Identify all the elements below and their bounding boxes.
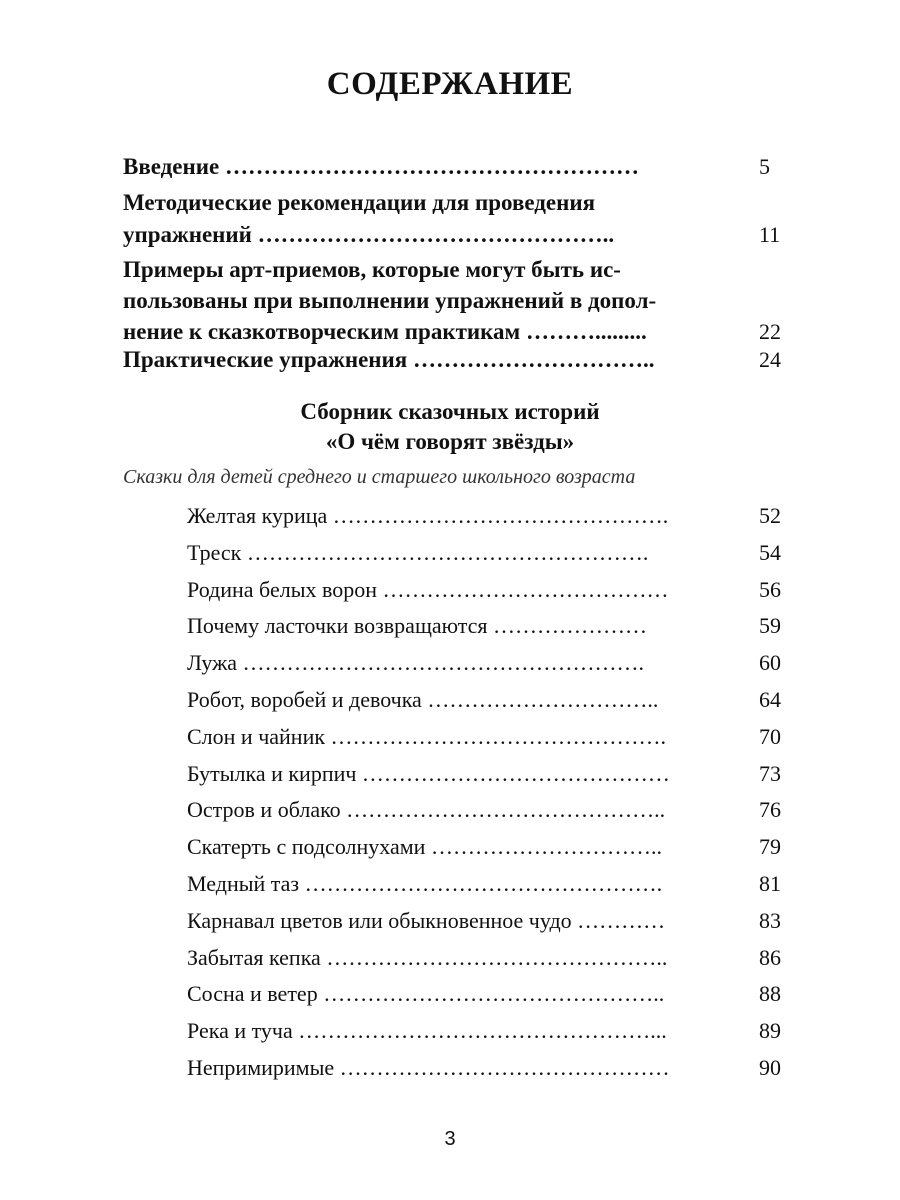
list-item	[187, 719, 787, 756]
toc-section-line: Примеры арт-приемов, которые могут быть ис-	[123, 257, 621, 282]
list-item	[187, 608, 787, 645]
collection-title-line2: «О чём говорят звёзды»	[325, 429, 575, 454]
toc-section-line: пользованы при выполнении упражнений в допол-	[123, 288, 657, 313]
list-item	[187, 1013, 787, 1050]
story-title: Лужа ……………………………………………….	[187, 650, 645, 676]
story-page: 83	[759, 907, 781, 933]
list-item	[187, 682, 787, 719]
toc-section-page: 22	[759, 319, 781, 344]
toc-section-line: упражнений ………………………………………..	[123, 222, 615, 247]
story-page: 52	[759, 503, 781, 528]
toc-section-page: 24	[759, 347, 781, 372]
story-title: Скатерть с подсолнухами …………………………..	[187, 834, 662, 860]
story-page: 86	[759, 944, 781, 970]
story-page: 90	[759, 1054, 781, 1080]
list-item	[187, 498, 787, 535]
story-title: Медный таз ………………………………………….	[187, 870, 663, 896]
toc-section-line: Введение ………………………………………………	[123, 154, 639, 179]
story-title: Карнавал цветов или обыкновенное чудо …………	[187, 907, 666, 933]
list-item	[187, 976, 787, 1013]
collection-title-line1: Сборник сказочных историй	[300, 399, 600, 424]
story-title: Родина белых ворон …………………………………	[187, 576, 669, 602]
story-title: Робот, воробей и девочка …………………………..	[187, 686, 659, 712]
story-title: Забытая кепка ………………………………………..	[187, 944, 668, 970]
story-page: 89	[759, 1018, 781, 1044]
story-title: Желтая курица ……………………………………….	[187, 503, 669, 528]
story-title: Река и туча …………………………………………...	[187, 1018, 667, 1044]
toc-section-page: 11	[759, 222, 781, 247]
toc-section-line: нение к сказкотворческим практикам ……….........	[123, 319, 647, 344]
list-item	[187, 1050, 787, 1087]
story-page: 79	[759, 834, 781, 860]
toc-section-page: 5	[759, 154, 770, 179]
story-page: 54	[759, 539, 781, 565]
story-page: 59	[759, 613, 781, 639]
toc-section-line: Методические рекомендации для проведения	[123, 190, 596, 215]
story-title: Сосна и ветер ………………………………………..	[187, 981, 665, 1007]
story-page: 73	[759, 760, 781, 786]
story-title: Слон и чайник ……………………………………….	[187, 723, 667, 749]
story-title: Остров и облако ……………………………………..	[187, 797, 666, 823]
story-page: 60	[759, 650, 781, 676]
page-title: СОДЕРЖАНИЕ	[326, 66, 574, 102]
list-item	[187, 829, 787, 866]
list-item	[187, 572, 787, 609]
list-item	[187, 535, 787, 572]
story-page: 76	[759, 797, 781, 823]
story-title: Непримиримые ………………………………………	[187, 1054, 670, 1080]
list-item	[187, 792, 787, 829]
list-item	[187, 903, 787, 940]
toc-section-line: Практические упражнения …………………………..	[123, 347, 655, 372]
list-item	[187, 756, 787, 793]
page-number: 3	[444, 1128, 456, 1150]
story-page: 64	[759, 686, 781, 712]
list-item	[187, 645, 787, 682]
story-page: 56	[759, 576, 781, 602]
story-list	[187, 498, 787, 1087]
story-title: Треск ……………………………………………….	[187, 539, 649, 565]
toc-main-sections	[123, 150, 785, 380]
story-title: Почему ласточки возвращаются …………………	[187, 613, 648, 639]
collection-subtitle: Сказки для детей среднего и старшего школьного возраста	[123, 466, 636, 488]
story-page: 81	[759, 870, 781, 896]
list-item	[187, 940, 787, 977]
story-title: Бутылка и кирпич ……………………………………	[187, 760, 670, 786]
story-page: 88	[759, 981, 781, 1007]
story-page: 70	[759, 723, 781, 749]
list-item	[187, 866, 787, 903]
